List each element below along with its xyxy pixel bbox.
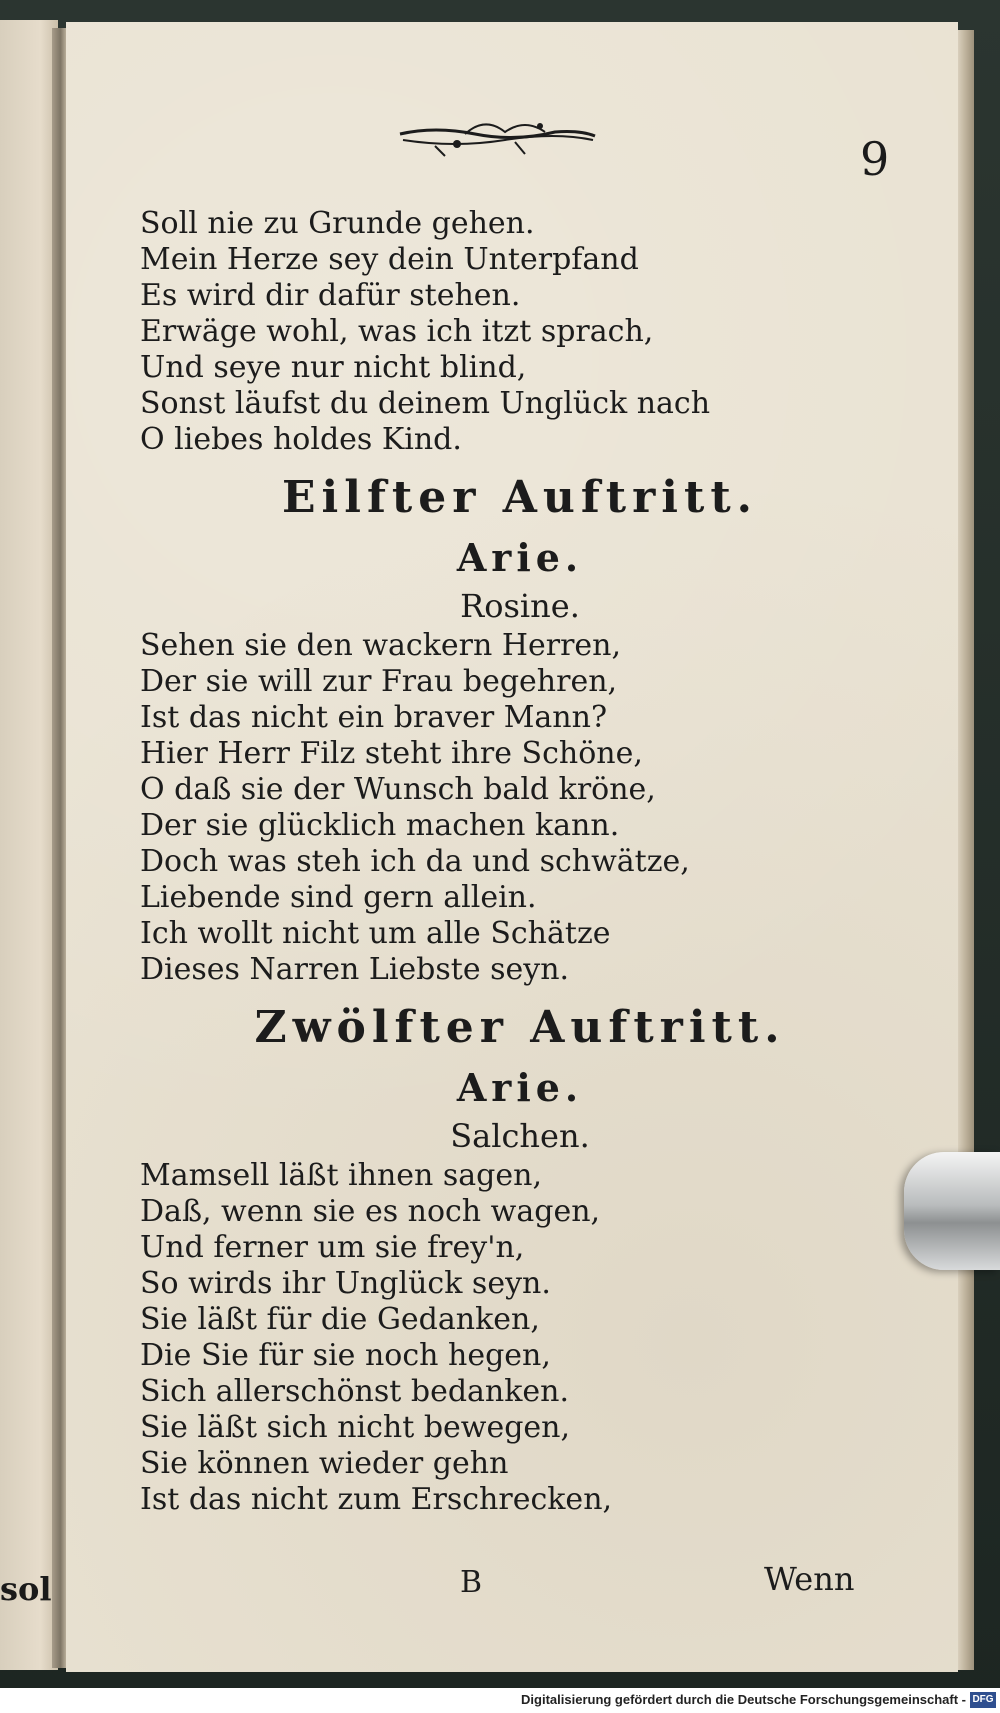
verse-line: Erwäge wohl, was ich itzt sprach, [140,314,654,349]
page-clip [904,1152,1000,1270]
verse-line: Sonst läufst du deinem Unglück nach [140,386,711,421]
speaker-name: Salchen. [450,1117,590,1155]
verse-line: Und seye nur nicht blind, [140,350,527,385]
verse-line: O daß sie der Wunsch bald kröne, [140,772,656,807]
verse-line: Der sie will zur Frau begehren, [140,664,618,699]
verse-line: Die Sie für sie noch hegen, [140,1338,551,1373]
headpiece-ornament-icon [395,112,600,162]
previous-page-text-fragment: sol [0,1570,52,1608]
verse-line: Dieses Narren Liebste seyn. [140,952,570,987]
aria-heading: Arie. [456,1065,584,1110]
page-edge [958,30,974,1670]
funding-credit: Digitalisierung gefördert durch die Deutsche Forschungsgemeinschaft - [521,1692,966,1707]
verse-line: Liebende sind gern allein. [140,880,537,915]
aria-continuation [140,206,900,458]
verse-line: Sehen sie den wackern Herren, [140,628,622,663]
verse-line: Soll nie zu Grunde gehen. [140,206,535,241]
footer-bar [0,1688,1000,1713]
verse-line: So wirds ihr Unglück seyn. [140,1266,551,1301]
page-number: 9 [860,132,890,186]
verse-line: Daß, wenn sie es noch wagen, [140,1194,601,1229]
verse-line: Ist das nicht ein braver Mann? [140,700,608,735]
book-gutter [52,28,66,1668]
verse-line: Sich allerschönst bedanken. [140,1374,570,1409]
verse-line: Mein Herze sey dein Unterpfand [140,242,639,277]
verse-line: Es wird dir dafür stehen. [140,278,521,313]
aria-heading: Arie. [456,535,584,580]
verse-line: Hier Herr Filz steht ihre Schöne, [140,736,643,771]
verse-line: Sie läßt sich nicht bewegen, [140,1410,571,1445]
verse-line: Doch was steh ich da und schwätze, [140,844,690,879]
scene-heading: Eilfter Auftritt. [282,472,758,523]
dfg-logo-icon: DFG [970,1692,996,1708]
verse-line: Und ferner um sie frey'n, [140,1230,525,1265]
verse-line: Ich wollt nicht um alle Schätze [140,916,611,951]
previous-page-edge [0,20,58,1670]
scene-heading: Zwölfter Auftritt. [254,1002,786,1053]
signature-mark: B [460,1565,483,1600]
verse-line: Sie können wieder gehn [140,1446,509,1481]
page-text [140,206,900,1518]
verse-line: Ist das nicht zum Erschrecken, [140,1482,613,1517]
verse-line: Mamsell läßt ihnen sagen, [140,1158,542,1193]
verse-line: O liebes holdes Kind. [140,422,462,457]
verse-line: Der sie glücklich machen kann. [140,808,620,843]
speaker-name: Rosine. [460,587,580,625]
verse-line: Sie läßt für die Gedanken, [140,1302,540,1337]
catchword: Wenn [764,1560,855,1598]
aria-verses [140,1158,900,1518]
aria-verses [140,628,900,988]
